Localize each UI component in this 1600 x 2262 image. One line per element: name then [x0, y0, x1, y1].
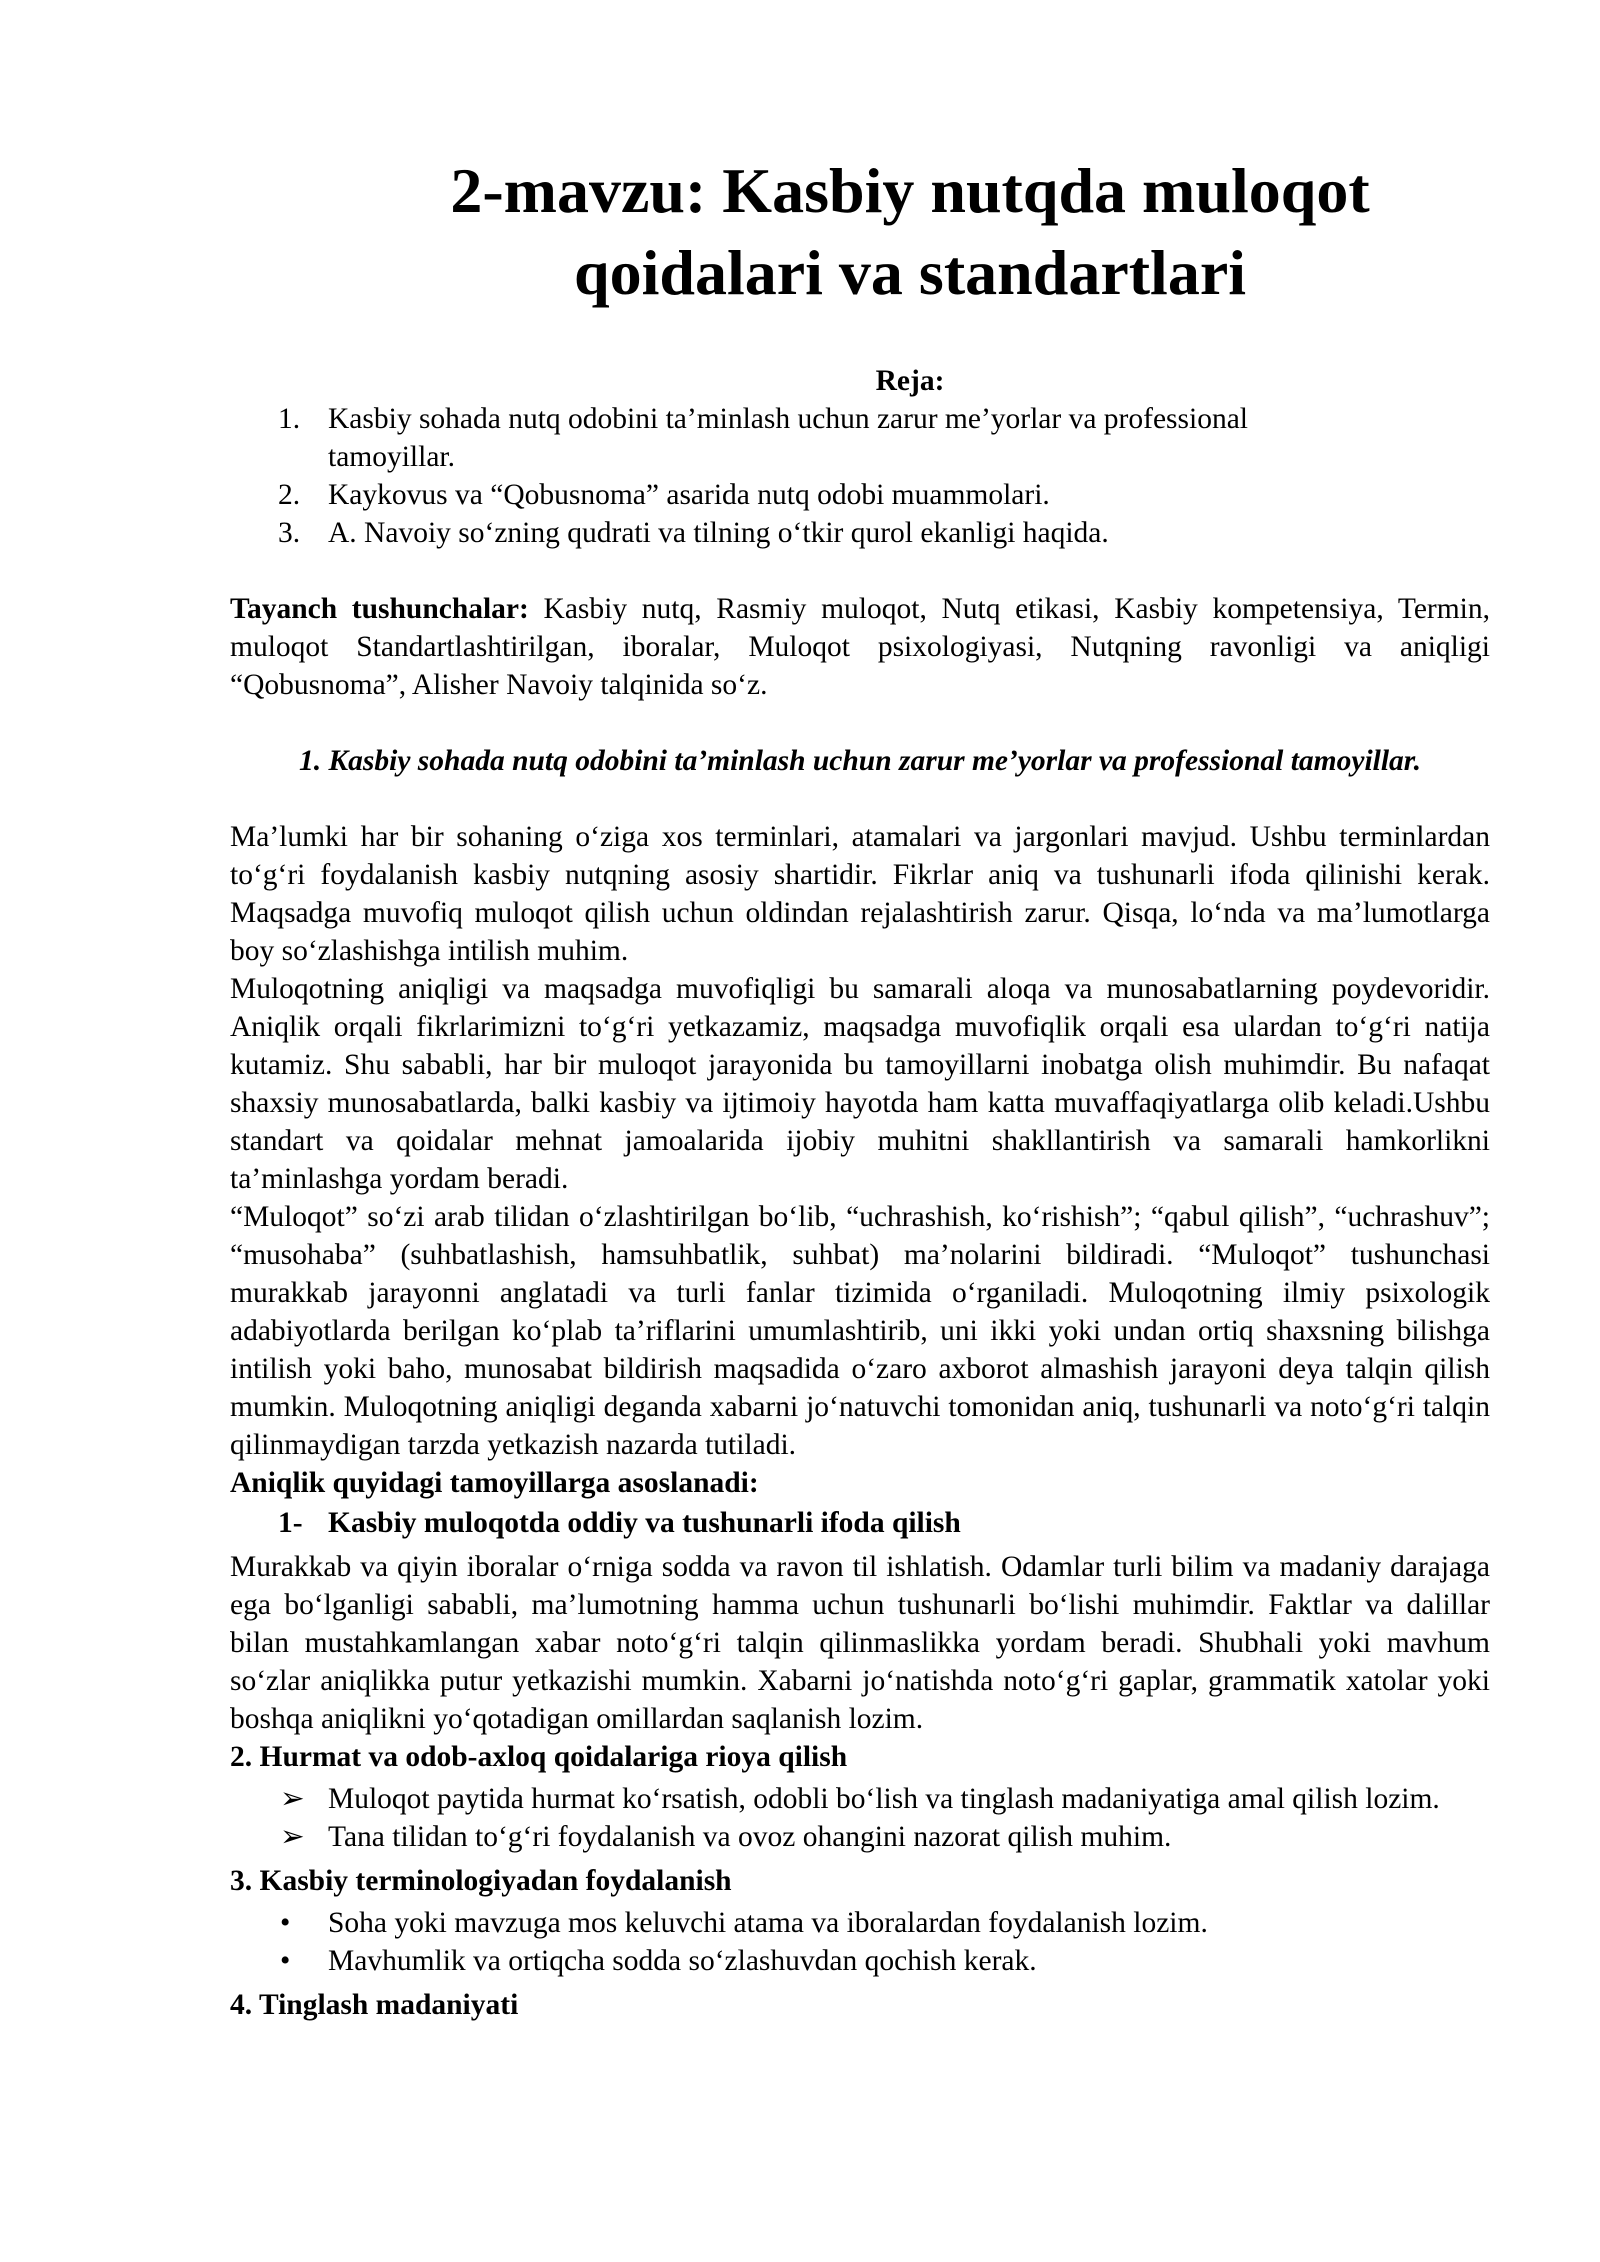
plan-item-text: A. Navoiy so‘zning qudrati va tilning o‘tkir qurol ekanligi haqida. [328, 517, 1109, 549]
principle-1-number: 1- [278, 1507, 303, 1539]
list-item [230, 1942, 1490, 1980]
heading-4: 4. Tinglash madaniyati [230, 1989, 519, 2021]
document-body [230, 150, 1490, 2024]
plan-item-number: 3. [278, 517, 301, 549]
plan-item-number: 1. [278, 403, 301, 435]
list-item-text: Mavhumlik va ortiqcha sodda so‘zlashuvdan qochish kerak. [328, 1945, 1037, 1977]
principle-1-title: Kasbiy muloqotda oddiy va tushunarli ifoda qilish [328, 1507, 961, 1539]
plan-list [230, 400, 1490, 552]
list-item [230, 1904, 1490, 1942]
page-title: 2-mavzu: Kasbiy nutqda muloqot qoidalari va standartlari [450, 155, 1370, 308]
key-concepts-text: Kasbiy nutq, Rasmiy muloqot, Nutq etikasi, Kasbiy kompetensiya, Termin, muloqot Standartlashtirilgan, iboralar, Muloqot psixologiyasi, Nutqning ravonligi va aniqligi “Qobusnoma”, Alisher Navoiy talqinida so‘z. [230, 593, 1491, 701]
principles-heading: Aniqlik quyidagi tamoyillarga asoslanadi: [230, 1467, 759, 1499]
list-item-text: Soha yoki mavzuga mos keluvchi atama va iboralardan foydalanish lozim. [328, 1907, 1208, 1939]
plan-item [230, 514, 1490, 552]
heading-2: 2. Hurmat va odob-axloq qoidalariga rioya qilish [230, 1741, 848, 1773]
arrow-bullet-icon: ➢ [280, 1821, 305, 1853]
bullet-icon: • [280, 1907, 291, 1939]
bullet-icon: • [280, 1945, 291, 1977]
heading-3: 3. Kasbiy terminologiyadan foydalanish [230, 1865, 732, 1897]
body-paragraph: Muloqotning aniqligi va maqsadga muvofiqligi bu samarali aloqa va munosabatlarning poydevoridir. Aniqlik orqali fikrlarimizni to‘g‘ri yetkazamiz, maqsadga muvofiqlik orqali esa ulardan to‘g‘ri natija kutamiz. Shu sababli, har bir muloqot jarayonida bu tamoyillarni inobatga olish muhimdir. Bu nafaqat shaxsiy munosabatlarda, balki kasbiy va ijtimoiy hayotda ham katta muvaffaqiyatlarga olib keladi.Ushbu standart va qoidalar mehnat jamoalarida ijobiy muhitni shakllantirish va samarali hamkorlikni ta’minlashga yordam beradi. [230, 973, 1490, 1195]
arrow-list [230, 1780, 1490, 1856]
plan-item [230, 476, 1490, 514]
section-1-heading: 1. Kasbiy sohada nutq odobini ta’minlash uchun zarur me’yorlar va professional tamoyillar. [298, 745, 1422, 777]
plan-item-text: Kasbiy sohada nutq odobini ta’minlash uchun zarur me’yorlar va professional tamoyillar. [328, 403, 1248, 473]
key-concepts [230, 590, 1490, 704]
plan-item [230, 400, 1490, 476]
key-concepts-label: Tayanch tushunchalar: [230, 593, 529, 625]
plan-heading: Reja: [875, 365, 945, 397]
arrow-bullet-icon: ➢ [280, 1783, 305, 1815]
list-item-text: Muloqot paytida hurmat ko‘rsatish, odobli bo‘lish va tinglash madaniyatiga amal qilish lozim. [328, 1783, 1440, 1815]
list-item-text: Tana tilidan to‘g‘ri foydalanish va ovoz ohangini nazorat qilish muhim. [328, 1821, 1172, 1853]
body-paragraph: Ma’lumki har bir sohaning o‘ziga xos terminlari, atamalari va jargonlari mavjud. Ushbu terminlardan to‘g‘ri foydalanish kasbiy nutqning asosiy shartidir. Fikrlar aniq va tushunarli ifoda qilinishi kerak. Maqsadga muvofiq muloqot qilish uchun oldindan rejalashtirish zarur. Qisqa, lo‘nda va ma’lumotlarga boy so‘zlashishga intilish muhim. [230, 821, 1490, 967]
list-item [230, 1780, 1490, 1818]
list-item [230, 1818, 1490, 1856]
plan-item-number: 2. [278, 479, 301, 511]
plan-item-text: Kaykovus va “Qobusnoma” asarida nutq odobi muammolari. [328, 479, 1050, 511]
body-paragraph: “Muloqot” so‘zi arab tilidan o‘zlashtirilgan bo‘lib, “uchrashish, ko‘rishish”; “qabul qilish”, “uchrashuv”; “musohaba” (suhbatlashish, hamsuhbatlik, suhbat) ma’nolarini bildiradi. “Muloqot” tushunchasi murakkab jarayonni anglatadi va turli fanlar tizimida o‘rganiladi. Muloqotning ilmiy psixologik adabiyotlarda berilgan ko‘plab ta’riflarini umumlashtirib, uni ikki yoki undan ortiq shaxsning bilishga intilish yoki baho, munosabat bildirish maqsadida o‘zaro axborot almashish jarayoni deya talqin qilish mumkin. Muloqotning aniqligi deganda xabarni jo‘natuvchi tomonidan aniq, tushunarli va noto‘g‘ri talqin qilinmaydigan tarzda yetkazish nazarda tutiladi. [230, 1201, 1490, 1461]
bullet-list [230, 1904, 1490, 1980]
principle-1-text: Murakkab va qiyin iboralar o‘rniga sodda va ravon til ishlatish. Odamlar turli bilim va madaniy darajaga ega bo‘lganligi sababli, ma’lumotning hamma uchun tushunarli bo‘lishi muhimdir. Faktlar va dalillar bilan mustahkamlangan xabar noto‘g‘ri talqin qilinmaslikka yordam beradi. Shubhali yoki mavhum so‘zlar aniqlikka putur yetkazishi mumkin. Xabarni jo‘natishda noto‘g‘ri gaplar, grammatik xatolar yoki boshqa aniqlikni yo‘qotadigan omillardan saqlanish lozim. [230, 1551, 1490, 1735]
principle-1-heading [230, 1504, 1490, 1542]
